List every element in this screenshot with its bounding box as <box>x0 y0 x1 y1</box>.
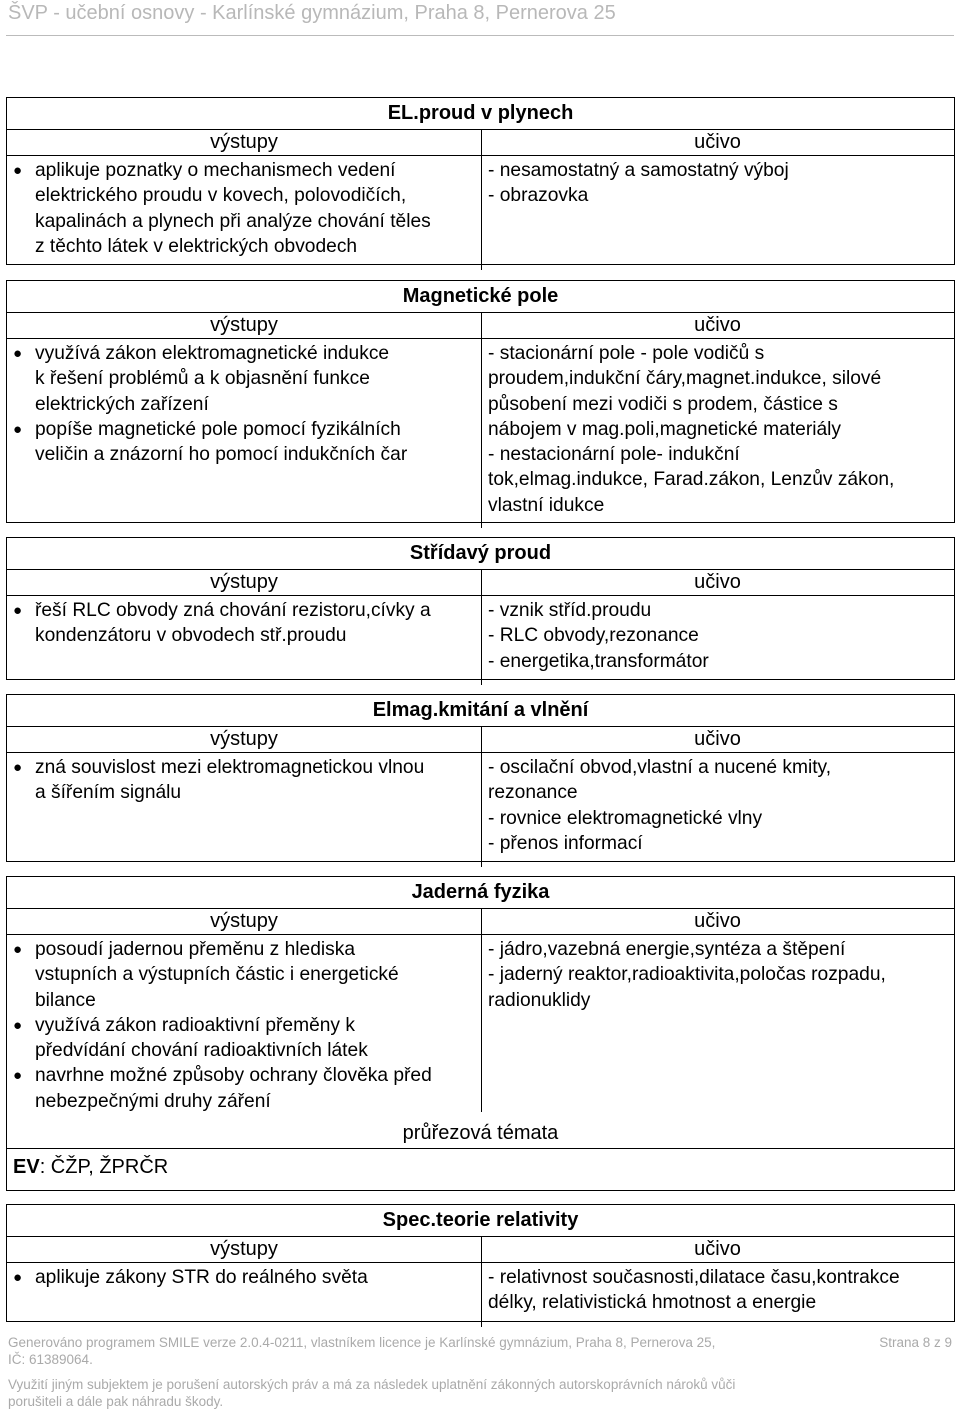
outcome-line: ● popíše magnetické pole pomocí fyzikálních <box>35 418 401 440</box>
content-line: - nesamostatný a samostatný výboj <box>488 160 789 181</box>
outcomes-list <box>13 1265 477 1290</box>
outcome-line: nebezpečnými druhy záření <box>35 1090 271 1112</box>
vystupy-header: výstupy <box>7 909 482 934</box>
column-divider <box>481 934 482 1112</box>
content-list <box>488 158 950 209</box>
document-header: ŠVP - učební osnovy - Karlínské gymnázium, Praha 8, Pernerova 25 <box>8 2 616 24</box>
outcome-line: bilance <box>35 989 96 1011</box>
content-line: působení mezi vodiči s prodem, částice s <box>488 393 838 415</box>
ucivo-header: učivo <box>694 571 741 593</box>
column-header-row <box>7 1236 954 1263</box>
outcome-line: elektrického proudu v kovech, polovodičích, <box>35 185 407 207</box>
section-title: Spec.teorie relativity <box>382 1209 579 1231</box>
outcome-line: ● využívá zákon elektromagnetické indukce <box>35 343 390 364</box>
outcome-line: kondenzátoru v obvodech stř.proudu <box>35 625 347 647</box>
outcome-item <box>13 158 477 259</box>
outcome-item <box>13 417 477 468</box>
content-line: nábojem v mag.poli,magnetické materiály <box>488 418 842 440</box>
outcome-line: ● aplikuje poznatky o mechanismech vedení <box>35 160 396 181</box>
vystupy-header: výstupy <box>7 570 482 595</box>
outcome-line: elektrických zařízení <box>35 393 209 415</box>
column-divider <box>481 595 482 685</box>
vystupy-header: výstupy <box>7 313 482 338</box>
column-header-row <box>7 908 954 935</box>
ucivo-header: učivo <box>694 910 741 932</box>
outcome-item <box>13 937 477 1013</box>
content-line: - RLC obvody,rezonance <box>488 625 699 647</box>
outcome-line: ● aplikuje zákony STR do reálného světa <box>35 1267 368 1288</box>
ucivo-header: učivo <box>694 728 741 750</box>
content-line: rezonance <box>488 782 578 804</box>
content-list <box>488 598 950 674</box>
column-divider <box>481 1262 482 1327</box>
outcome-line: ● zná souvislost mezi elektromagnetickou vlnou <box>35 757 425 778</box>
ev-value: : ČŽP, ŽPRČR <box>39 1156 169 1178</box>
ucivo-header: učivo <box>694 131 741 153</box>
section-box <box>6 1204 955 1322</box>
outcome-line: kapalinách a plynech při analýze chování těles <box>35 210 431 232</box>
header-divider <box>6 35 954 36</box>
footer-copyright: Využití jiným subjektem je porušení autorských práv a má za následek uplatnění zákonných autorskoprávních nároků vůči <box>8 1377 736 1392</box>
column-header-row <box>7 726 954 753</box>
outcome-line: ● navrhne možné způsoby ochrany člověka před <box>35 1065 432 1087</box>
outcomes-list <box>13 158 477 259</box>
ev-label: EV <box>13 1156 40 1178</box>
outcome-line: k řešení problémů a k objasnění funkce <box>35 368 370 390</box>
content-line: tok,elmag.indukce, Farad.zákon, Lenzův zákon, <box>488 469 895 491</box>
content-line: - stacionární pole - pole vodičů s <box>488 343 765 364</box>
outcomes-list <box>13 598 477 649</box>
content-line: radionuklidy <box>488 989 591 1011</box>
footer-generated: Generováno programem SMILE verze 2.0.4-0211, vlastníkem licence je Karlínské gymnázium, Praha 8, Pernerova 25, <box>8 1335 716 1350</box>
content-list <box>488 755 950 856</box>
outcome-item <box>13 341 477 417</box>
outcome-line: ● využívá zákon radioaktivní přeměny k <box>35 1014 355 1036</box>
outcome-line: a šířením signálu <box>35 782 182 804</box>
outcome-line: z těchto látek v elektrických obvodech <box>35 235 358 257</box>
outcomes-list <box>13 341 477 467</box>
ucivo-header: učivo <box>694 1238 741 1260</box>
content-line: - vznik stříd.proudu <box>488 600 652 621</box>
section-title: Střídavý proud <box>409 542 552 564</box>
content-line: délky, relativistická hmotnost a energie <box>488 1292 817 1314</box>
column-divider <box>481 155 482 270</box>
content-list <box>488 937 950 1013</box>
content-line: - přenos informací <box>488 832 643 854</box>
content-list <box>488 1265 950 1316</box>
outcome-item <box>13 598 477 649</box>
footer-copyright-2: porušiteli a dále pak náhradu škody. <box>8 1394 224 1409</box>
content-line: - jaderný reaktor,radioaktivita,poločas rozpadu, <box>488 964 886 986</box>
content-line: - obrazovka <box>488 185 589 207</box>
outcome-line: vstupních a výstupních částic i energetické <box>35 964 399 986</box>
section-title: Magnetické pole <box>402 285 559 307</box>
outcome-line: ● řeší RLC obvody zná chování rezistoru,cívky a <box>35 600 431 621</box>
section-box <box>6 876 955 1191</box>
section-title: Elmag.kmitání a vlnění <box>372 699 589 721</box>
footer-ico: IČ: 61389064. <box>8 1352 93 1367</box>
outcome-item <box>13 1265 477 1290</box>
column-header-row <box>7 569 954 596</box>
outcomes-list <box>13 755 477 806</box>
section-box <box>6 280 955 523</box>
vystupy-header: výstupy <box>7 727 482 752</box>
column-header-row <box>7 129 954 156</box>
outcomes-list <box>13 937 477 1114</box>
section-title: EL.proud v plynech <box>387 102 574 124</box>
outcome-line: předvídání chování radioaktivních látek <box>35 1040 368 1062</box>
outcome-line: veličin a znázorní ho pomocí indukčních čar <box>35 444 408 466</box>
cross-topics-ev <box>13 1156 168 1179</box>
content-line: - nestacionární pole- indukční <box>488 444 740 466</box>
content-line: - rovnice elektromagnetické vlny <box>488 807 763 829</box>
section-box <box>6 97 955 265</box>
section-title: Jaderná fyzika <box>411 881 550 903</box>
content-line: - jádro,vazebná energie,syntéza a štěpení <box>488 939 846 960</box>
content-list <box>488 341 950 518</box>
column-header-row <box>7 312 954 339</box>
footer-page-number: Strana 8 z 9 <box>879 1335 952 1350</box>
section-box <box>6 694 955 862</box>
content-line: - relativnost současnosti,dilatace času,kontrakce <box>488 1267 900 1288</box>
outcome-item <box>13 1063 477 1114</box>
cross-topics-title: průřezová témata <box>402 1122 559 1144</box>
vystupy-header: výstupy <box>7 130 482 155</box>
vystupy-header: výstupy <box>7 1237 482 1262</box>
outcome-item <box>13 1013 477 1064</box>
column-divider <box>481 338 482 528</box>
ucivo-header: učivo <box>694 314 741 336</box>
outcome-line: ● posoudí jadernou přeměnu z hlediska <box>35 939 356 960</box>
outcome-item <box>13 755 477 806</box>
content-line: vlastní idukce <box>488 494 605 516</box>
section-box <box>6 537 955 680</box>
content-line: proudem,indukční čáry,magnet.indukce, silové <box>488 368 882 390</box>
content-line: - energetika,transformátor <box>488 650 709 672</box>
column-divider <box>481 752 482 867</box>
cross-topics-divider <box>7 1148 954 1149</box>
content-line: - oscilační obvod,vlastní a nucené kmity, <box>488 757 832 778</box>
